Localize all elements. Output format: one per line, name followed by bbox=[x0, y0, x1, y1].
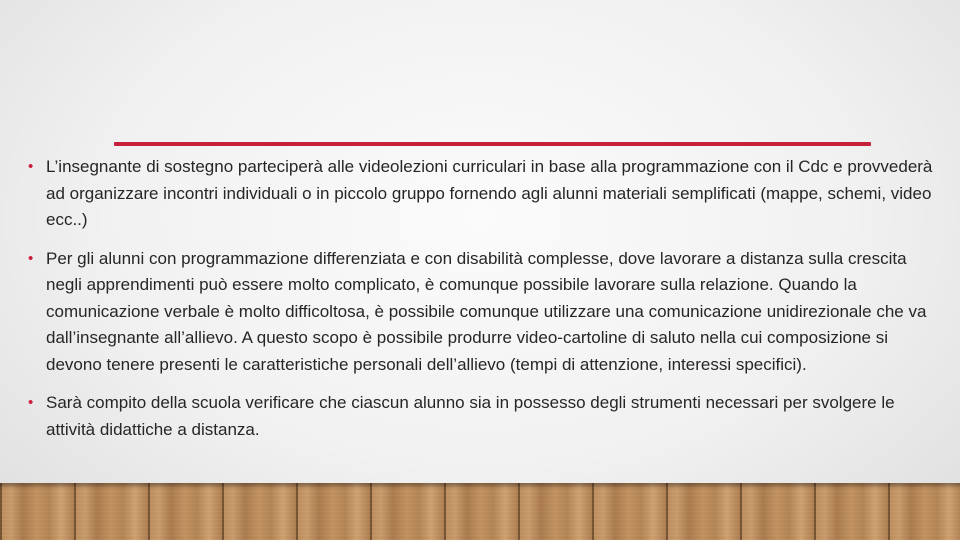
bullet-list bbox=[28, 154, 944, 443]
bullet-item bbox=[28, 154, 944, 234]
bullet-text: L’insegnante di sostegno parteciperà alle videolezioni curriculari in base alla programmazione con il Cdc e provvederà ad organizzare incontri individuali o in piccolo gruppo fornendo agli alunni materiali semplificati (mappe, schemi, video ecc..) bbox=[46, 157, 933, 229]
bullet-text: Sarà compito della scuola verificare che ciascun alunno sia in possesso degli strumenti necessari per svolgere le attività didattiche a distanza. bbox=[46, 393, 895, 439]
bullet-dot-icon: • bbox=[28, 249, 34, 267]
bullet-item bbox=[28, 246, 944, 379]
wood-floor-decoration bbox=[0, 483, 960, 540]
slide-content bbox=[28, 154, 944, 455]
bullet-dot-icon: • bbox=[28, 394, 34, 411]
bullet-text: Per gli alunni con programmazione differenziata e con disabilità complesse, dove lavorare a distanza sulla crescita negli apprendimenti può essere molto complicato, è comunque possibile lavorare sulla relazione. Quando la comunicazione verbale è molto difficoltosa, è possibile comunque utilizzare una comunicazione unidirezionale che va dall’insegnante all’allievo. A questo scopo è possibile produrre video-cartoline di saluto nella cui composizione si devono tenere presenti le caratteristiche personali dell’allievo (tempi di attenzione, interessi specifici). bbox=[46, 248, 927, 374]
title-accent-rule bbox=[114, 142, 871, 146]
bullet-dot-icon: • bbox=[28, 158, 34, 175]
bullet-item bbox=[28, 390, 944, 443]
